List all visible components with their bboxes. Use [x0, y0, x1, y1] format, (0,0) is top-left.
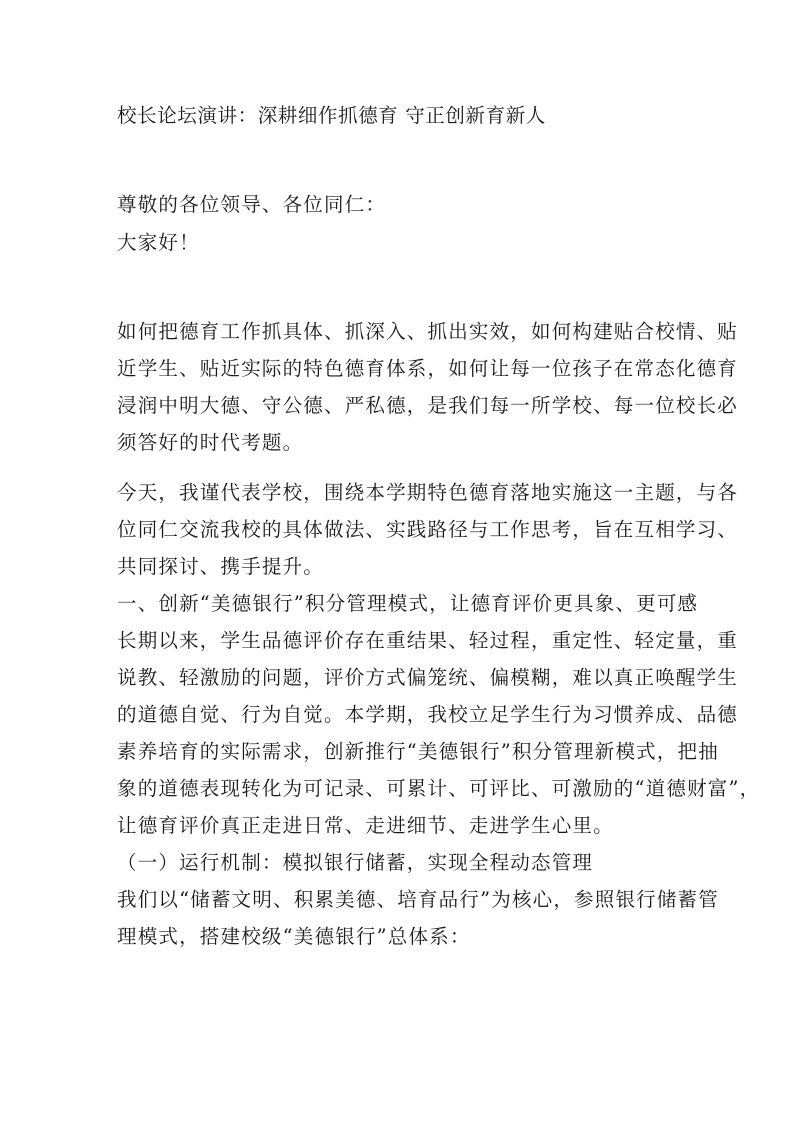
body-line: 浸润中明大德、守公德、严私德，是我们每一所学校、每一位校长必	[117, 394, 739, 417]
body-line: 说教、轻激励的问题，评价方式偏笼统、偏模糊，难以真正唤醒学生	[117, 666, 739, 689]
body-line: 我们以“储蓄文明、积累美德、培育品行”为核心，参照银行储蓄管	[117, 888, 719, 911]
body-line: 的道德自觉、行为自觉。本学期，我校立足学生行为习惯养成、品德	[117, 703, 739, 726]
greeting: 大家好！	[117, 231, 200, 254]
speech-title: 校长论坛演讲：深耕细作抓德育 守正创新育新人	[117, 104, 546, 127]
body-line: 近学生、贴近实际的特色德育体系，如何让每一位孩子在常态化德育	[117, 357, 739, 380]
body-line: 位同仁交流我校的具体做法、实践路径与工作思考，旨在互相学习、	[117, 518, 739, 541]
section-heading: 一、创新“美德银行”积分管理模式，让德育评价更具象、更可感	[117, 592, 699, 615]
body-line: 共同探讨、携手提升。	[117, 555, 325, 578]
body-line: 须答好的时代考题。	[117, 431, 304, 454]
body-line: 理模式，搭建校级“美德银行”总体系：	[117, 925, 471, 948]
body-line: 今天，我谨代表学校，围绕本学期特色德育落地实施这一主题，与各	[117, 481, 739, 504]
body-line: 让德育评价真正走进日常、走进细节、走进学生心里。	[117, 814, 614, 837]
body-line: 长期以来，学生品德评价存在重结果、轻过程，重定性、轻定量，重	[117, 629, 739, 652]
salutation: 尊敬的各位领导、各位同仁：	[117, 193, 387, 216]
subsection-heading: （一）运行机制：模拟银行储蓄，实现全程动态管理	[117, 851, 594, 874]
body-line: 象的道德表现转化为可记录、可累计、可评比、可激励的“道德财富”，	[117, 777, 761, 800]
body-line: 如何把德育工作抓具体、抓深入、抓出实效，如何构建贴合校情、贴	[117, 320, 739, 343]
body-line: 素养培育的实际需求，创新推行“美德银行”积分管理新模式，把抽	[117, 740, 719, 763]
